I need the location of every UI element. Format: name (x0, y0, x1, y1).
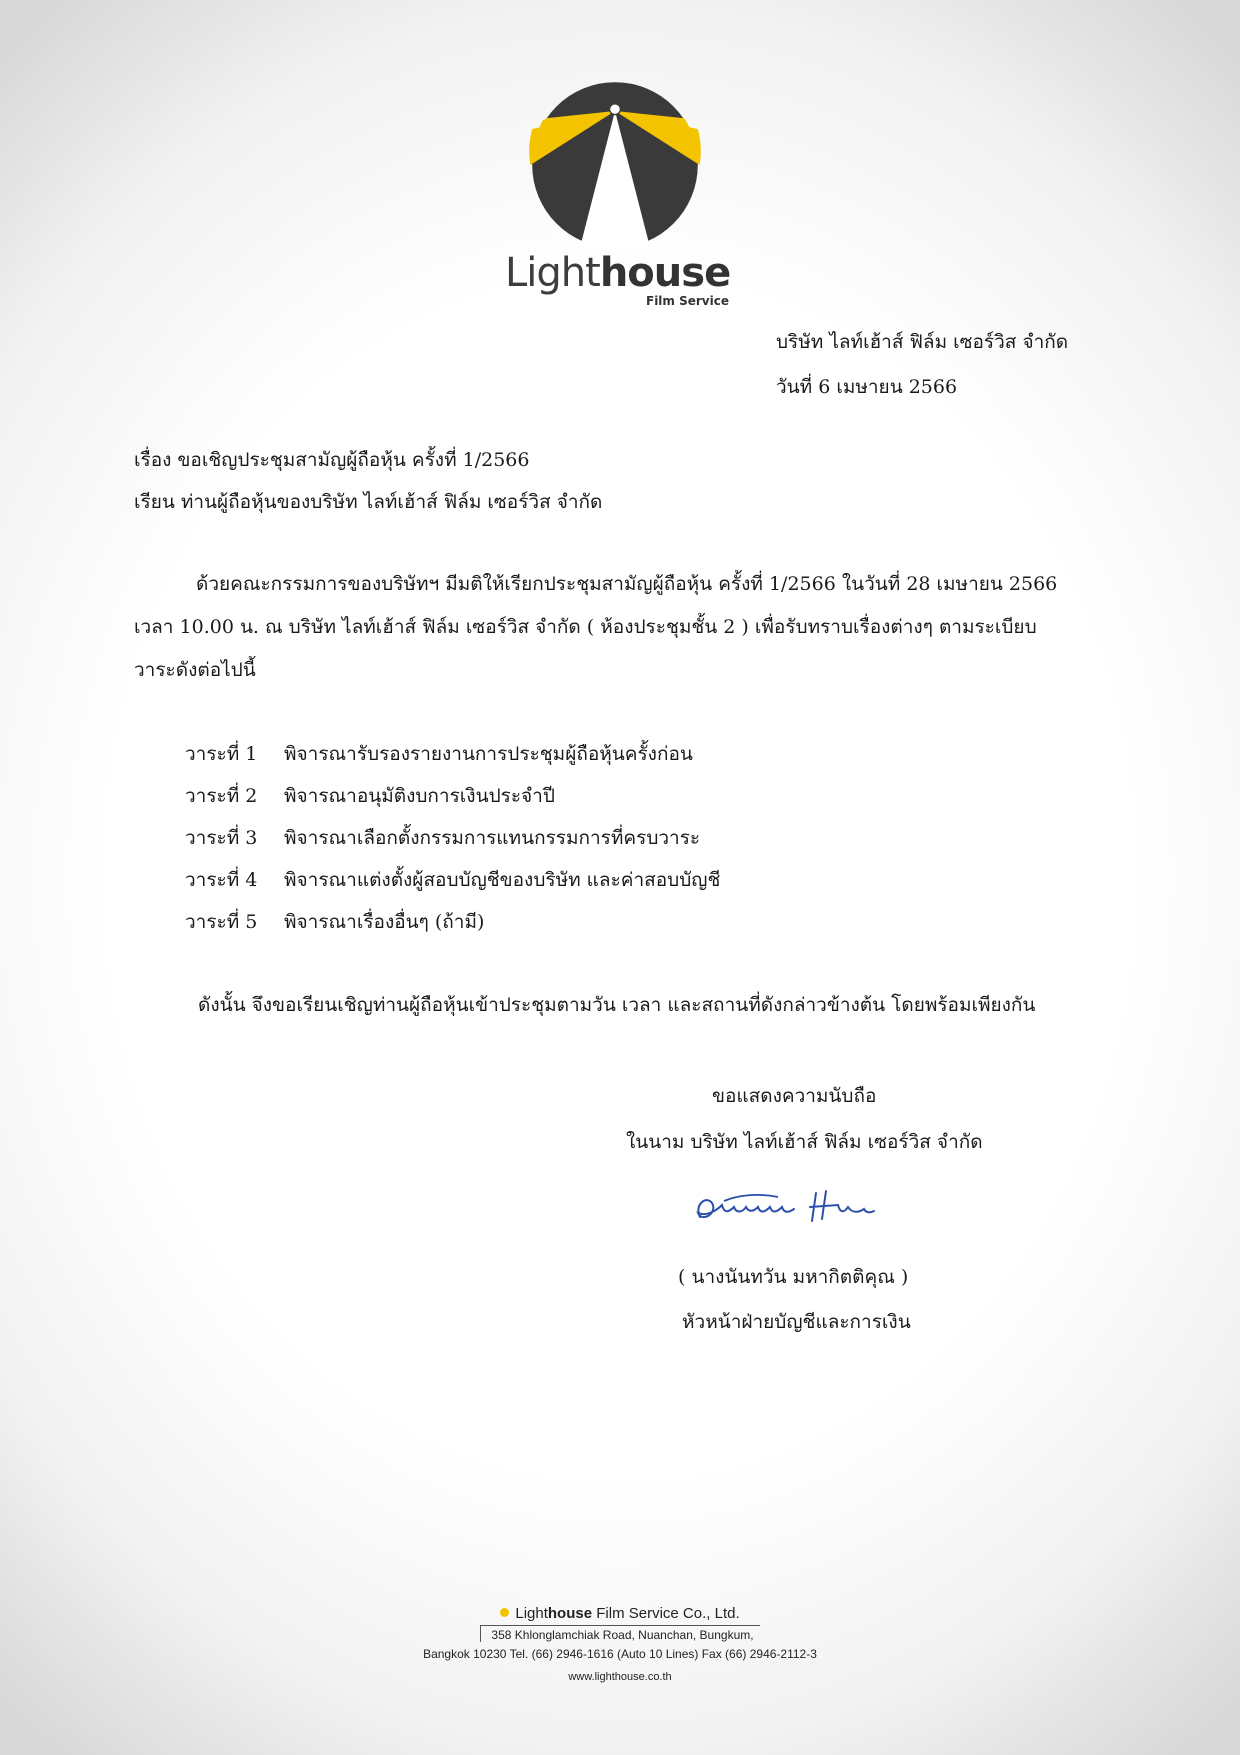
logo-wordmark: Lighthouse (505, 250, 731, 296)
footer-address-line-2: Bangkok 10230 Tel. (66) 2946-1616 (Auto 10 Lines) Fax (66) 2946-2112-3 (423, 1647, 817, 1661)
signer-title: หัวหน้าฝ่ายบัญชีและการเงิน (682, 1311, 911, 1333)
agenda-text: พิจารณาเลือกตั้งกรรมการแทนกรรมการที่ครบวาระ (284, 827, 701, 849)
body-line-3: วาระดังต่อไปนี้ (134, 659, 256, 681)
footer-website: www.lighthouse.co.th (568, 1671, 672, 1683)
agenda-number: วาระที่ 1 (185, 743, 258, 765)
agenda-number: วาระที่ 3 (185, 827, 258, 849)
signature-image (688, 1183, 878, 1233)
body-line-1: ด้วยคณะกรรมการของบริษัทฯ มีมติให้เรียกประชุมสามัญผู้ถือหุ้น ครั้งที่ 1/2566 ในวันที่ 28 เมษายน 2566 (196, 573, 1058, 595)
letter-subject: เรื่อง ขอเชิญประชุมสามัญผู้ถือหุ้น ครั้งที่ 1/2566 (134, 449, 530, 471)
closing-paragraph: ดังนั้น จึงขอเรียนเชิญท่านผู้ถือหุ้นเข้าประชุมตามวัน เวลา และสถานที่ดังกล่าวข้างต้น โดยพร้อมเพียงกัน (198, 994, 1036, 1016)
signer-name: ( นางนันทวัน มหากิตติคุณ ) (678, 1266, 909, 1288)
footer-address-line-1: 358 Khlonglamchiak Road, Nuanchan, Bungkum, (0, 1628, 1240, 1642)
header-company: บริษัท ไลท์เฮ้าส์ ฟิล์ม เซอร์วิส จำกัด (776, 331, 1069, 353)
body-line-2: เวลา 10.00 น. ณ บริษัท ไลท์เฮ้าส์ ฟิล์ม เซอร์วิส จำกัด ( ห้องประชุมชั้น 2 ) เพื่อรับทราบเรื่องต่างๆ ตามระเบียบ (134, 616, 1037, 638)
letter-date: วันที่ 6 เมษายน 2566 (776, 376, 958, 398)
agenda-number: วาระที่ 4 (185, 869, 258, 891)
bullet-dot-icon (500, 1608, 509, 1617)
footer-company: Lighthouse Film Service Co., Ltd. (0, 1605, 1240, 1622)
agenda-text: พิจารณาเรื่องอื่นๆ (ถ้ามี) (284, 911, 485, 933)
signoff-on-behalf: ในนาม บริษัท ไลท์เฮ้าส์ ฟิล์ม เซอร์วิส จำกัด (626, 1131, 983, 1153)
agenda-text: พิจารณาแต่งตั้งผู้สอบบัญชีของบริษัท และค่าสอบบัญชี (284, 869, 721, 891)
agenda-text: พิจารณารับรองรายงานการประชุมผู้ถือหุ้นครั้งก่อน (284, 743, 693, 765)
letter-recipient: เรียน ท่านผู้ถือหุ้นของบริษัท ไลท์เฮ้าส์ ฟิล์ม เซอร์วิส จำกัด (134, 491, 603, 513)
agenda-number: วาระที่ 2 (185, 785, 258, 807)
signoff-regards: ขอแสดงความนับถือ (712, 1085, 877, 1107)
agenda-number: วาระที่ 5 (185, 911, 258, 933)
lighthouse-logo-icon (525, 75, 705, 255)
logo-tagline: Film Service (646, 294, 729, 308)
agenda-text: พิจารณาอนุมัติงบการเงินประจำปี (284, 785, 555, 807)
